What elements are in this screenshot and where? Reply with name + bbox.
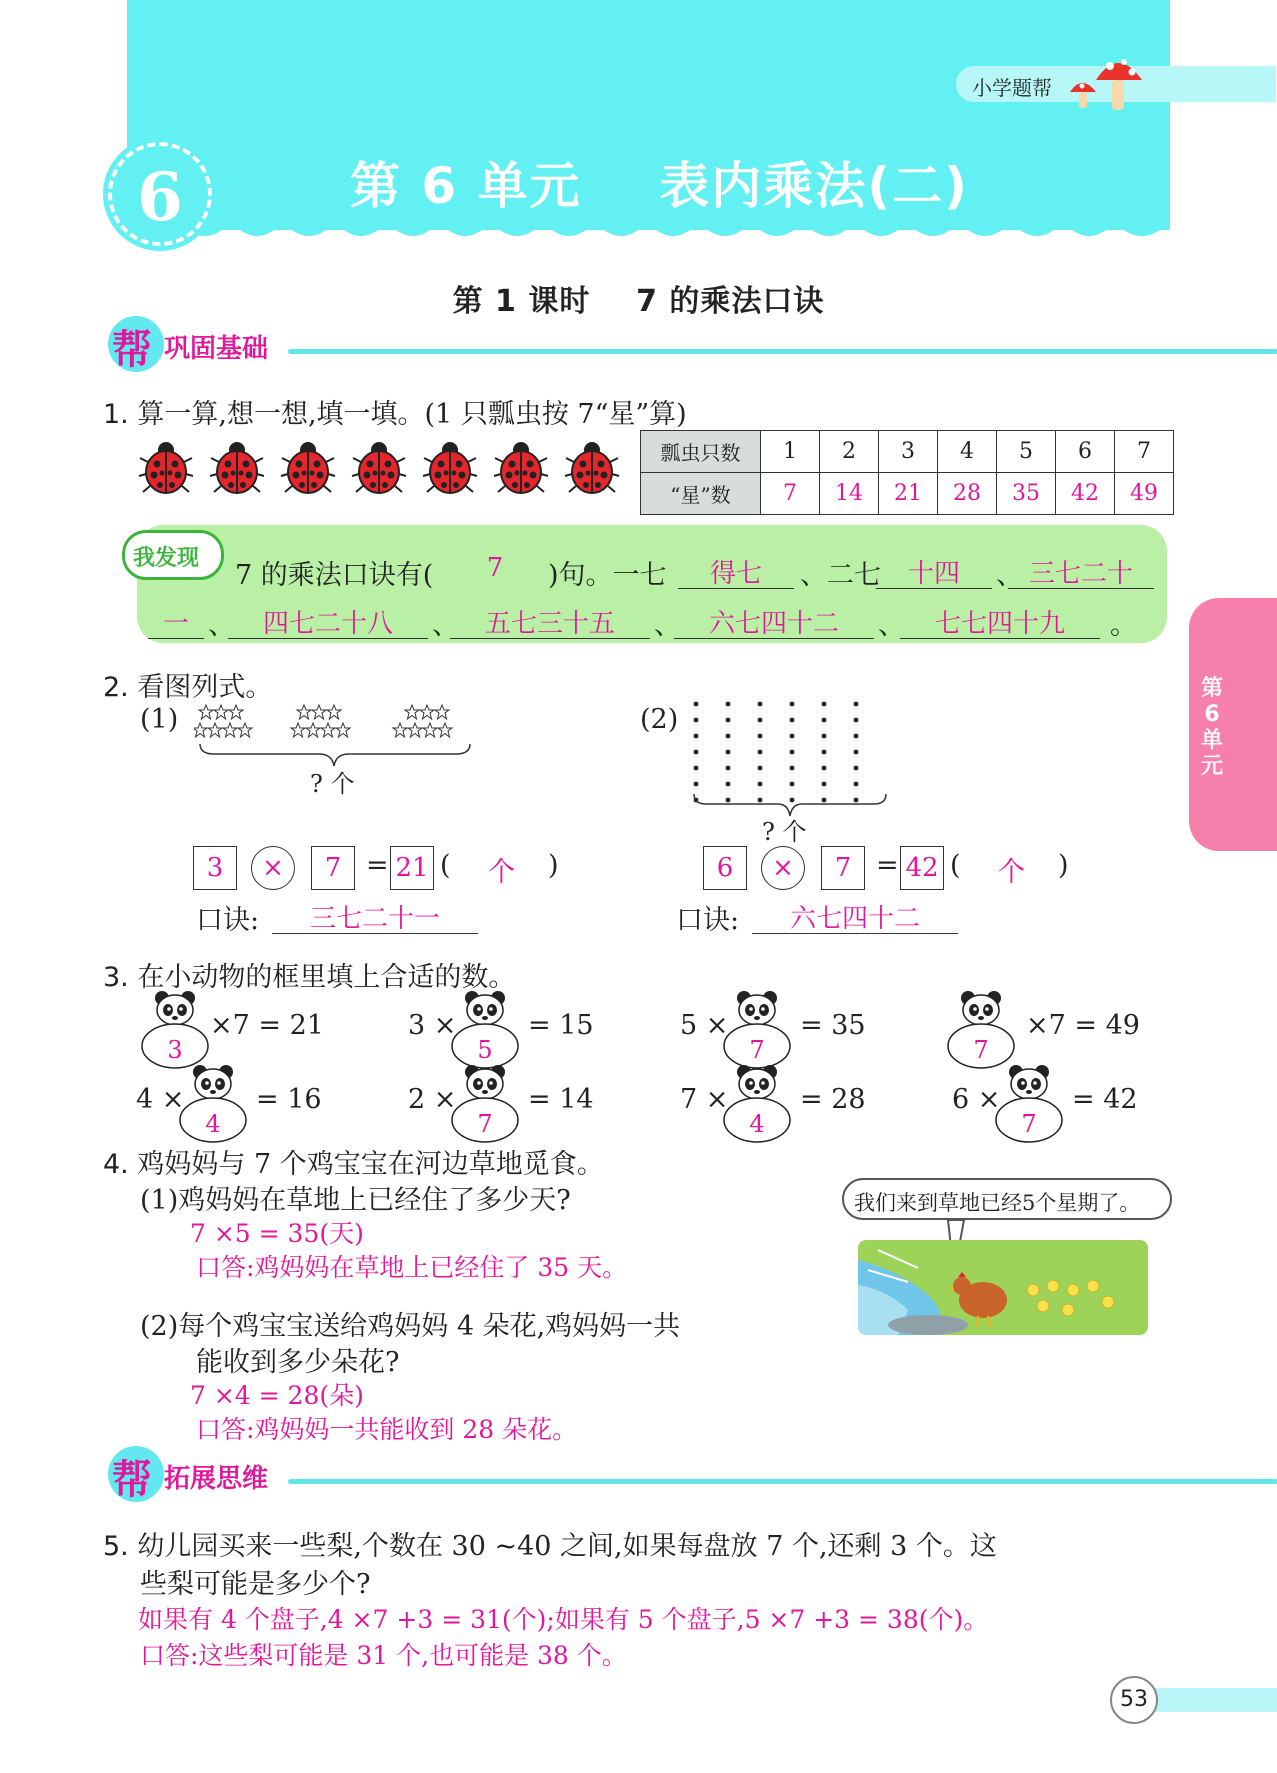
row-label: 瓢虫只数 [641,431,761,473]
ladybug-icon [351,440,407,496]
answer-blank[interactable]: 六七四十二 [674,603,874,639]
discover-text: 。 [1110,610,1137,641]
ladybug-table [640,430,1174,515]
question-label: ? 个 [762,818,807,846]
panda-answer: 3 [167,1036,183,1064]
discover-text: 、 [654,610,681,641]
q1-prompt: 1. 算一算,想一想,填一填。(1 只瓢虫按 7“星”算) [103,399,687,430]
answer-cell[interactable]: 21 [879,473,938,515]
panda-answer: 7 [749,1036,765,1064]
table-cell: 7 [1115,431,1174,473]
answer-box[interactable]: 7 [311,846,355,890]
ladybug-icon [564,440,620,496]
ladybug-row [138,440,628,506]
equation-text: = 15 [528,1010,594,1041]
panda-answer: 7 [1021,1110,1037,1138]
answer-box[interactable]: 21 [390,846,434,890]
answer-blank[interactable]: 7 [486,553,504,583]
answer-cell[interactable]: 7 [761,473,820,515]
unit-title: 第 6 单元 表内乘法(二) [350,157,969,215]
equation-text: = 16 [256,1084,322,1115]
answer-box[interactable]: 42 [900,846,944,890]
rhyme-label: 口诀: [196,905,260,936]
speech-bubble: 我们来到草地已经5个星期了。 [842,1178,1172,1220]
answer-cell[interactable]: 14 [820,473,879,515]
section-header-extension [108,1446,1172,1502]
rhyme-answer[interactable]: 六七四十二 [752,898,958,934]
star-group-2 [291,705,350,737]
answer-box[interactable]: 6 [703,846,747,890]
table-cell: 2 [820,431,879,473]
page-bar [1150,1688,1277,1712]
answer-blank[interactable]: 十四 [876,553,992,589]
table-row-counts [641,431,1174,473]
q4-sub2-answer[interactable]: 口答:鸡妈妈一共能收到 28 朵花。 [196,1415,578,1444]
answer-cell[interactable]: 35 [997,473,1056,515]
equation-text: 3 × [408,1010,457,1041]
part-label: (1) [140,704,179,735]
star-group-1 [194,705,252,737]
discover-badge: 我发现 [122,530,224,580]
equation-text: 7 × [680,1084,729,1115]
table-cell: 1 [761,431,820,473]
panda-answer-box[interactable] [450,990,520,1070]
answer-blank[interactable]: 得七 [678,553,794,589]
equation-text: 6 × [952,1084,1001,1115]
q4-sub2-equation[interactable]: 7 ×4 = 28(朵) [190,1381,364,1410]
rhyme-label: 口诀: [676,905,740,936]
answer-box[interactable]: 3 [193,846,237,890]
panda-answer-box[interactable] [178,1064,248,1144]
equation-text: 4 × [136,1084,185,1115]
ladybug-icon [138,440,194,496]
equation-text: ×7 = 21 [210,1010,324,1041]
lesson-title: 第 1 课时 7 的乘法口诀 [452,284,825,319]
answer-cell[interactable]: 42 [1056,473,1115,515]
section-divider [288,349,1277,354]
answer-box[interactable]: 7 [821,846,865,890]
star-group-3 [393,705,452,737]
answer-blank[interactable]: 五七三十五 [450,603,650,639]
table-cell: 4 [938,431,997,473]
panda-answer-box[interactable] [722,1064,792,1144]
discover-text: 7 的乘法口诀有( [235,560,434,591]
unit-answer[interactable]: 个 [488,857,515,888]
rhyme-answer[interactable]: 三七二十一 [272,898,478,934]
q5-answer[interactable]: 口答:这些梨可能是 31 个,也可能是 38 个。 [140,1641,627,1670]
q4-sub1-equation[interactable]: 7 ×5 = 35(天) [190,1219,364,1248]
equals-sign: = [366,850,389,881]
panda-answer: 7 [973,1036,989,1064]
q5-work[interactable]: 如果有 4 个盘子,4 ×7 +3 = 31(个);如果有 5 个盘子,5 ×7 +3 = 38(个)。 [138,1605,989,1634]
answer-blank[interactable]: 一 [148,603,204,639]
table-cell: 5 [997,431,1056,473]
header-wave [127,222,1170,250]
panda-answer: 4 [749,1110,765,1138]
discover-text: 、 [432,610,459,641]
panda-answer-box[interactable] [946,990,1016,1070]
answer-blank[interactable]: 七七四十九 [900,603,1100,639]
panda-answer-box[interactable] [450,1064,520,1144]
discover-text: 、 [208,610,235,641]
ladybug-icon [422,440,478,496]
operator-circle[interactable]: × [251,846,295,890]
bang-badge: 帮 [108,316,164,372]
answer-blank[interactable]: 三七二十 [1008,553,1154,589]
panda-answer: 7 [477,1110,493,1138]
panda-answer-box[interactable] [140,990,210,1070]
table-cell: 6 [1056,431,1115,473]
ladybug-icon [493,440,549,496]
paren: ( [440,850,451,881]
panda-answer-box[interactable] [994,1064,1064,1144]
panda-answer: 5 [477,1036,493,1064]
table-row-stars [641,473,1174,515]
panda-answer: 4 [205,1110,221,1138]
mushroom-icon [1060,44,1152,114]
panda-answer-box[interactable] [722,990,792,1070]
paren: ) [1058,850,1069,881]
q2-prompt: 2. 看图列式。 [103,672,273,703]
discover-text: 、 [878,610,905,641]
discover-text: )句。一七 [548,560,667,591]
equation-text: ×7 = 49 [1026,1010,1140,1041]
answer-cell[interactable]: 28 [938,473,997,515]
equation-text: = 35 [800,1010,866,1041]
ladybug-icon [280,440,336,496]
discover-text: 、 [996,560,1023,591]
bang-badge: 帮 [108,1446,164,1502]
q4-prompt: 4. 鸡妈妈与 7 个鸡宝宝在河边草地觅食。 [103,1149,604,1180]
equation-text: = 28 [800,1084,866,1115]
equals-sign: = [876,850,899,881]
q3-prompt: 3. 在小动物的框里填上合适的数。 [103,962,516,993]
operator-circle[interactable]: × [761,846,805,890]
equation-text: 5 × [680,1010,729,1041]
section-divider [288,1479,1277,1484]
equation-text: = 42 [1072,1084,1138,1115]
unit-number: 6 [137,158,183,236]
equation-text: = 14 [528,1084,594,1115]
brand-text: 小学题帮 [972,76,1052,100]
q5-line1: 5. 幼儿园买来一些梨,个数在 30 ~40 之间,如果每盘放 7 个,还剩 3 个。这 [103,1531,997,1562]
section-title: 巩固基础 [164,334,269,364]
part-label: (2) [640,704,679,735]
equation-text: 2 × [408,1084,457,1115]
discover-text: 、二七 [800,560,881,591]
answer-blank[interactable]: 四七二十八 [228,603,428,639]
answer-cell[interactable]: 49 [1115,473,1174,515]
section-title: 拓展思维 [164,1464,269,1494]
unit-side-tab[interactable]: 第6单元 [1189,598,1277,851]
q5-line2: 些梨可能是多少个? [140,1569,371,1600]
section-header-basics [108,316,1172,372]
q4-sub1: (1)鸡妈妈在草地上已经住了多少天? [140,1185,571,1216]
hen-chicks-scene [858,1240,1148,1335]
q4-sub1-answer[interactable]: 口答:鸡妈妈在草地上已经住了 35 天。 [196,1253,628,1282]
page-number: 53 [1110,1676,1158,1724]
q4-sub2-line2: 能收到多少朵花? [196,1347,400,1378]
paren: ( [950,850,961,881]
row-label: “星”数 [641,473,761,515]
unit-badge [108,142,212,246]
table-cell: 3 [879,431,938,473]
paren: ) [548,850,559,881]
unit-answer[interactable]: 个 [998,857,1025,888]
ladybug-icon [209,440,265,496]
question-label: ? 个 [310,770,355,798]
q4-sub2: (2)每个鸡宝宝送给鸡妈妈 4 朵花,鸡妈妈一共 [140,1311,681,1342]
